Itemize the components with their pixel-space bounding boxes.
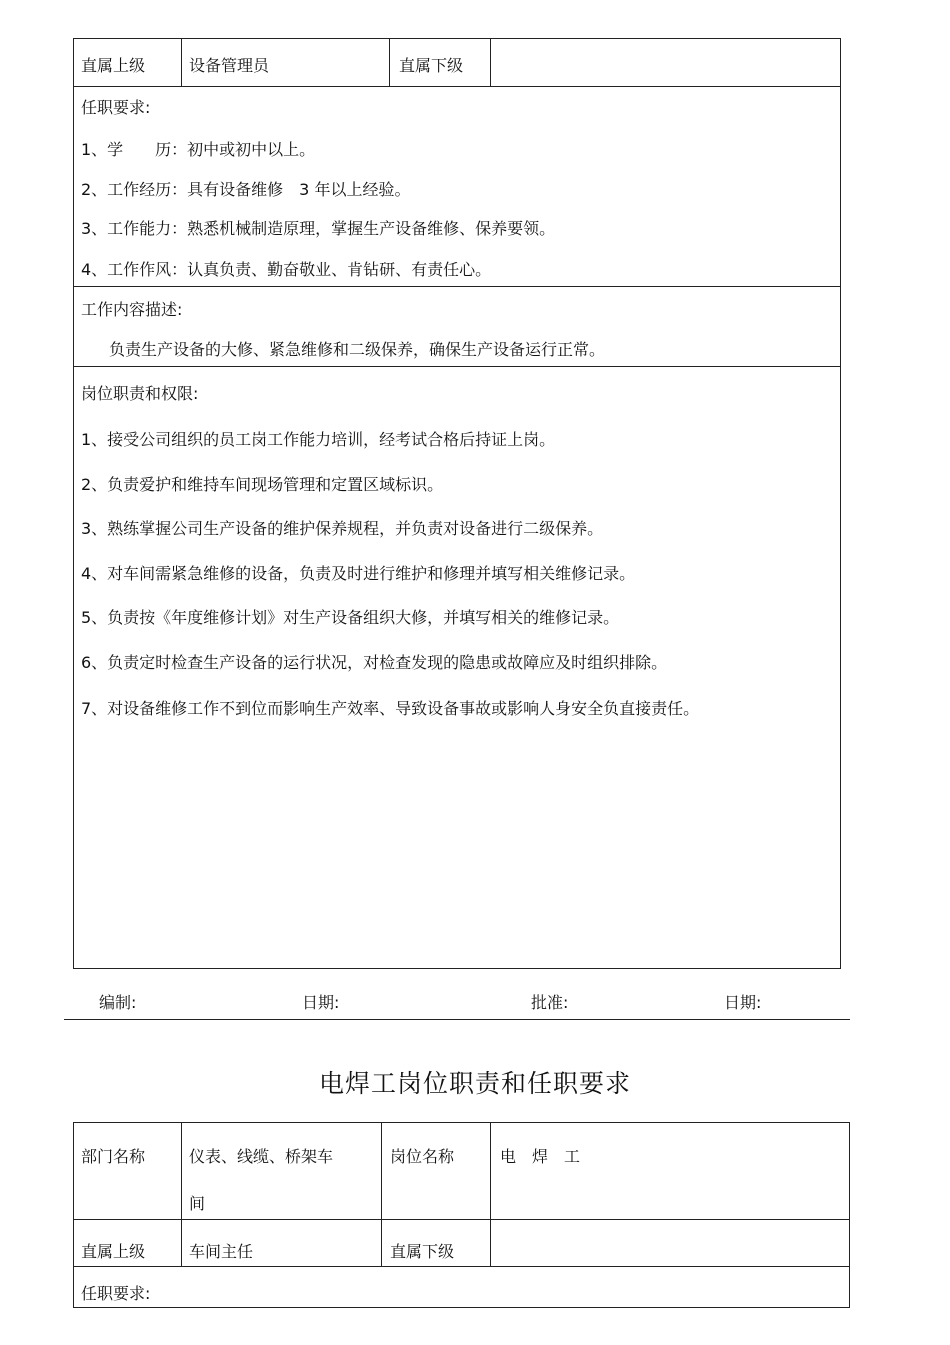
table-1-row-divider [73, 86, 841, 87]
footer-divider [64, 1019, 850, 1020]
superior-value: 车间主任 [189, 1242, 254, 1261]
table-1-border-right [840, 38, 841, 969]
requirements-heading: 任职要求: [81, 1284, 151, 1303]
requirement-item: 3、工作能力：熟悉机械制造原理，掌握生产设备维修、保养要领。 [81, 219, 556, 238]
table-2-col-divider [181, 1122, 182, 1267]
prepared-label: 编制: [99, 993, 137, 1012]
approved-label: 批准: [531, 993, 569, 1012]
description-text: 负责生产设备的大修、紧急维修和二级保养，确保生产设备运行正常。 [109, 340, 606, 359]
table-2-border-right [849, 1122, 850, 1308]
duty-item: 6、负责定时检查生产设备的运行状况，对检查发现的隐患或故障应及时组织排除。 [81, 653, 668, 672]
post-label: 岗位名称 [390, 1147, 455, 1166]
table-2-border-bottom [73, 1307, 850, 1308]
duty-item: 1、接受公司组织的员工岗工作能力培训，经考试合格后持证上岗。 [81, 430, 556, 449]
table-2-col-divider [490, 1122, 491, 1267]
table-1-border-top [73, 38, 841, 39]
requirement-item: 4、工作作风：认真负责、勤奋敬业、肯钻研、有责任心。 [81, 260, 492, 279]
table-1-col-divider [389, 38, 390, 86]
requirement-item: 2、工作经历：具有设备维修 3 年以上经验。 [81, 180, 411, 199]
table-2-row-divider [73, 1266, 850, 1267]
table-1-row-divider [73, 286, 841, 287]
superior-value: 设备管理员 [189, 56, 270, 75]
requirements-heading: 任职要求: [81, 98, 151, 117]
subordinate-label: 直属下级 [390, 1242, 455, 1261]
dept-value-continued: 间 [189, 1194, 206, 1213]
duty-item: 5、负责按《年度维修计划》对生产设备组织大修，并填写相关的维修记录。 [81, 608, 620, 627]
duties-heading: 岗位职责和权限: [81, 384, 199, 403]
dept-label: 部门名称 [81, 1147, 146, 1166]
superior-label: 直属上级 [81, 56, 146, 75]
table-1-row-divider [73, 366, 841, 367]
table-2-row-divider [73, 1219, 850, 1220]
duty-item: 7、对设备维修工作不到位而影响生产效率、导致设备事故或影响人身安全负直接责任。 [81, 699, 700, 718]
table-2-border-left [73, 1122, 74, 1308]
description-heading: 工作内容描述: [81, 300, 183, 319]
page-title: 电焊工岗位职责和任职要求 [318, 1069, 631, 1098]
table-1-border-left [73, 38, 74, 969]
superior-label: 直属上级 [81, 1242, 146, 1261]
table-1-border-bottom [73, 968, 841, 969]
table-1-col-divider [490, 38, 491, 86]
table-1-col-divider [181, 38, 182, 86]
duty-item: 4、对车间需紧急维修的设备，负责及时进行维护和修理并填写相关维修记录。 [81, 564, 636, 583]
date-label: 日期: [302, 993, 340, 1012]
date-label: 日期: [724, 993, 762, 1012]
table-2-border-top [73, 1122, 850, 1123]
requirement-item: 1、学 历：初中或初中以上。 [81, 140, 316, 159]
duty-item: 2、负责爱护和维持车间现场管理和定置区域标识。 [81, 475, 444, 494]
dept-value: 仪表、线缆、桥架车 [189, 1147, 334, 1166]
subordinate-label: 直属下级 [399, 56, 464, 75]
duty-item: 3、熟练掌握公司生产设备的维护保养规程，并负责对设备进行二级保养。 [81, 519, 604, 538]
post-value: 电 焊 工 [500, 1147, 581, 1166]
table-2-col-divider [381, 1122, 382, 1267]
